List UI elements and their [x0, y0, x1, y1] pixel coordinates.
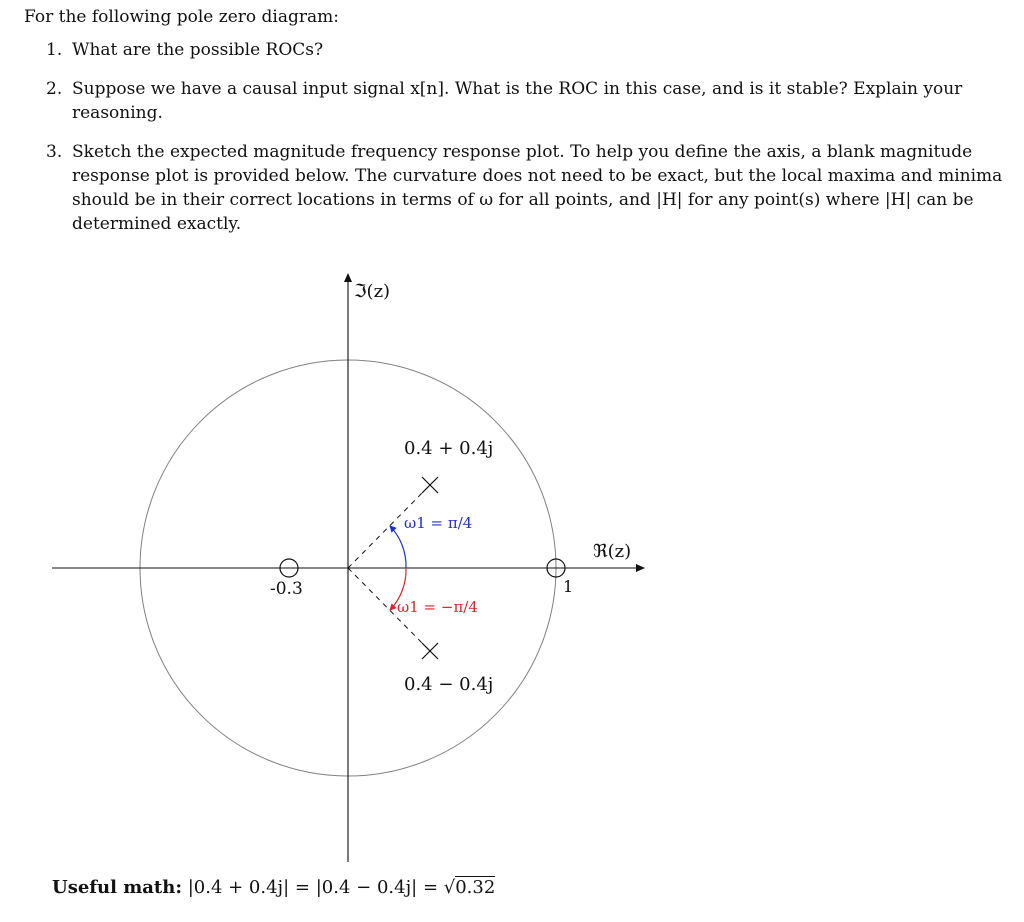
- pole-marker-upper: [422, 477, 438, 493]
- question-3: [46, 140, 1006, 236]
- question-text: Sketch the expected magnitude frequency response plot. To help you define the axis, a blank magnitude response plot is provided below. The curvature does not need to be exact, but the local maxima and minima should be in their correct locations in terms of ω for all points, and |H| for any point(s) where |H| can be determined exactly.: [72, 142, 1003, 234]
- omega-positive-label: ω1 = π/4: [404, 514, 473, 532]
- omega-negative-label: ω1 = −π/4: [397, 598, 478, 616]
- useful-math-expr: |0.4 + 0.4j| = |0.4 − 0.4j| =: [187, 877, 444, 898]
- pole-marker-lower: [422, 643, 438, 659]
- sqrt-symbol: √: [443, 877, 456, 898]
- useful-math-label: Useful math:: [52, 877, 182, 898]
- omega-arc-positive: [390, 526, 406, 568]
- question-1: [46, 38, 1006, 62]
- zero-right-label: 1: [563, 577, 574, 596]
- question-number: 3.: [46, 142, 63, 162]
- pole-lower-label: 0.4 − 0.4j: [404, 674, 494, 695]
- pole-upper-label: 0.4 + 0.4j: [404, 438, 494, 459]
- question-list: [46, 38, 1006, 251]
- intro-text: For the following pole zero diagram:: [24, 7, 339, 27]
- zero-left-label: -0.3: [270, 579, 303, 599]
- real-axis-label: ℜ(z): [593, 541, 632, 562]
- question-number: 2.: [46, 79, 63, 99]
- question-2: [46, 77, 1006, 125]
- question-text: Suppose we have a causal input signal x[n]. What is the ROC in this case, and is it stable? Explain your reasoning.: [72, 79, 963, 123]
- pole-zero-diagram: [0, 250, 1024, 870]
- question-number: 1.: [46, 40, 63, 60]
- question-text: What are the possible ROCs?: [72, 40, 324, 60]
- useful-math: [52, 876, 495, 900]
- imag-axis-label: ℑ(z): [354, 281, 391, 302]
- sqrt-argument: 0.32: [455, 877, 496, 898]
